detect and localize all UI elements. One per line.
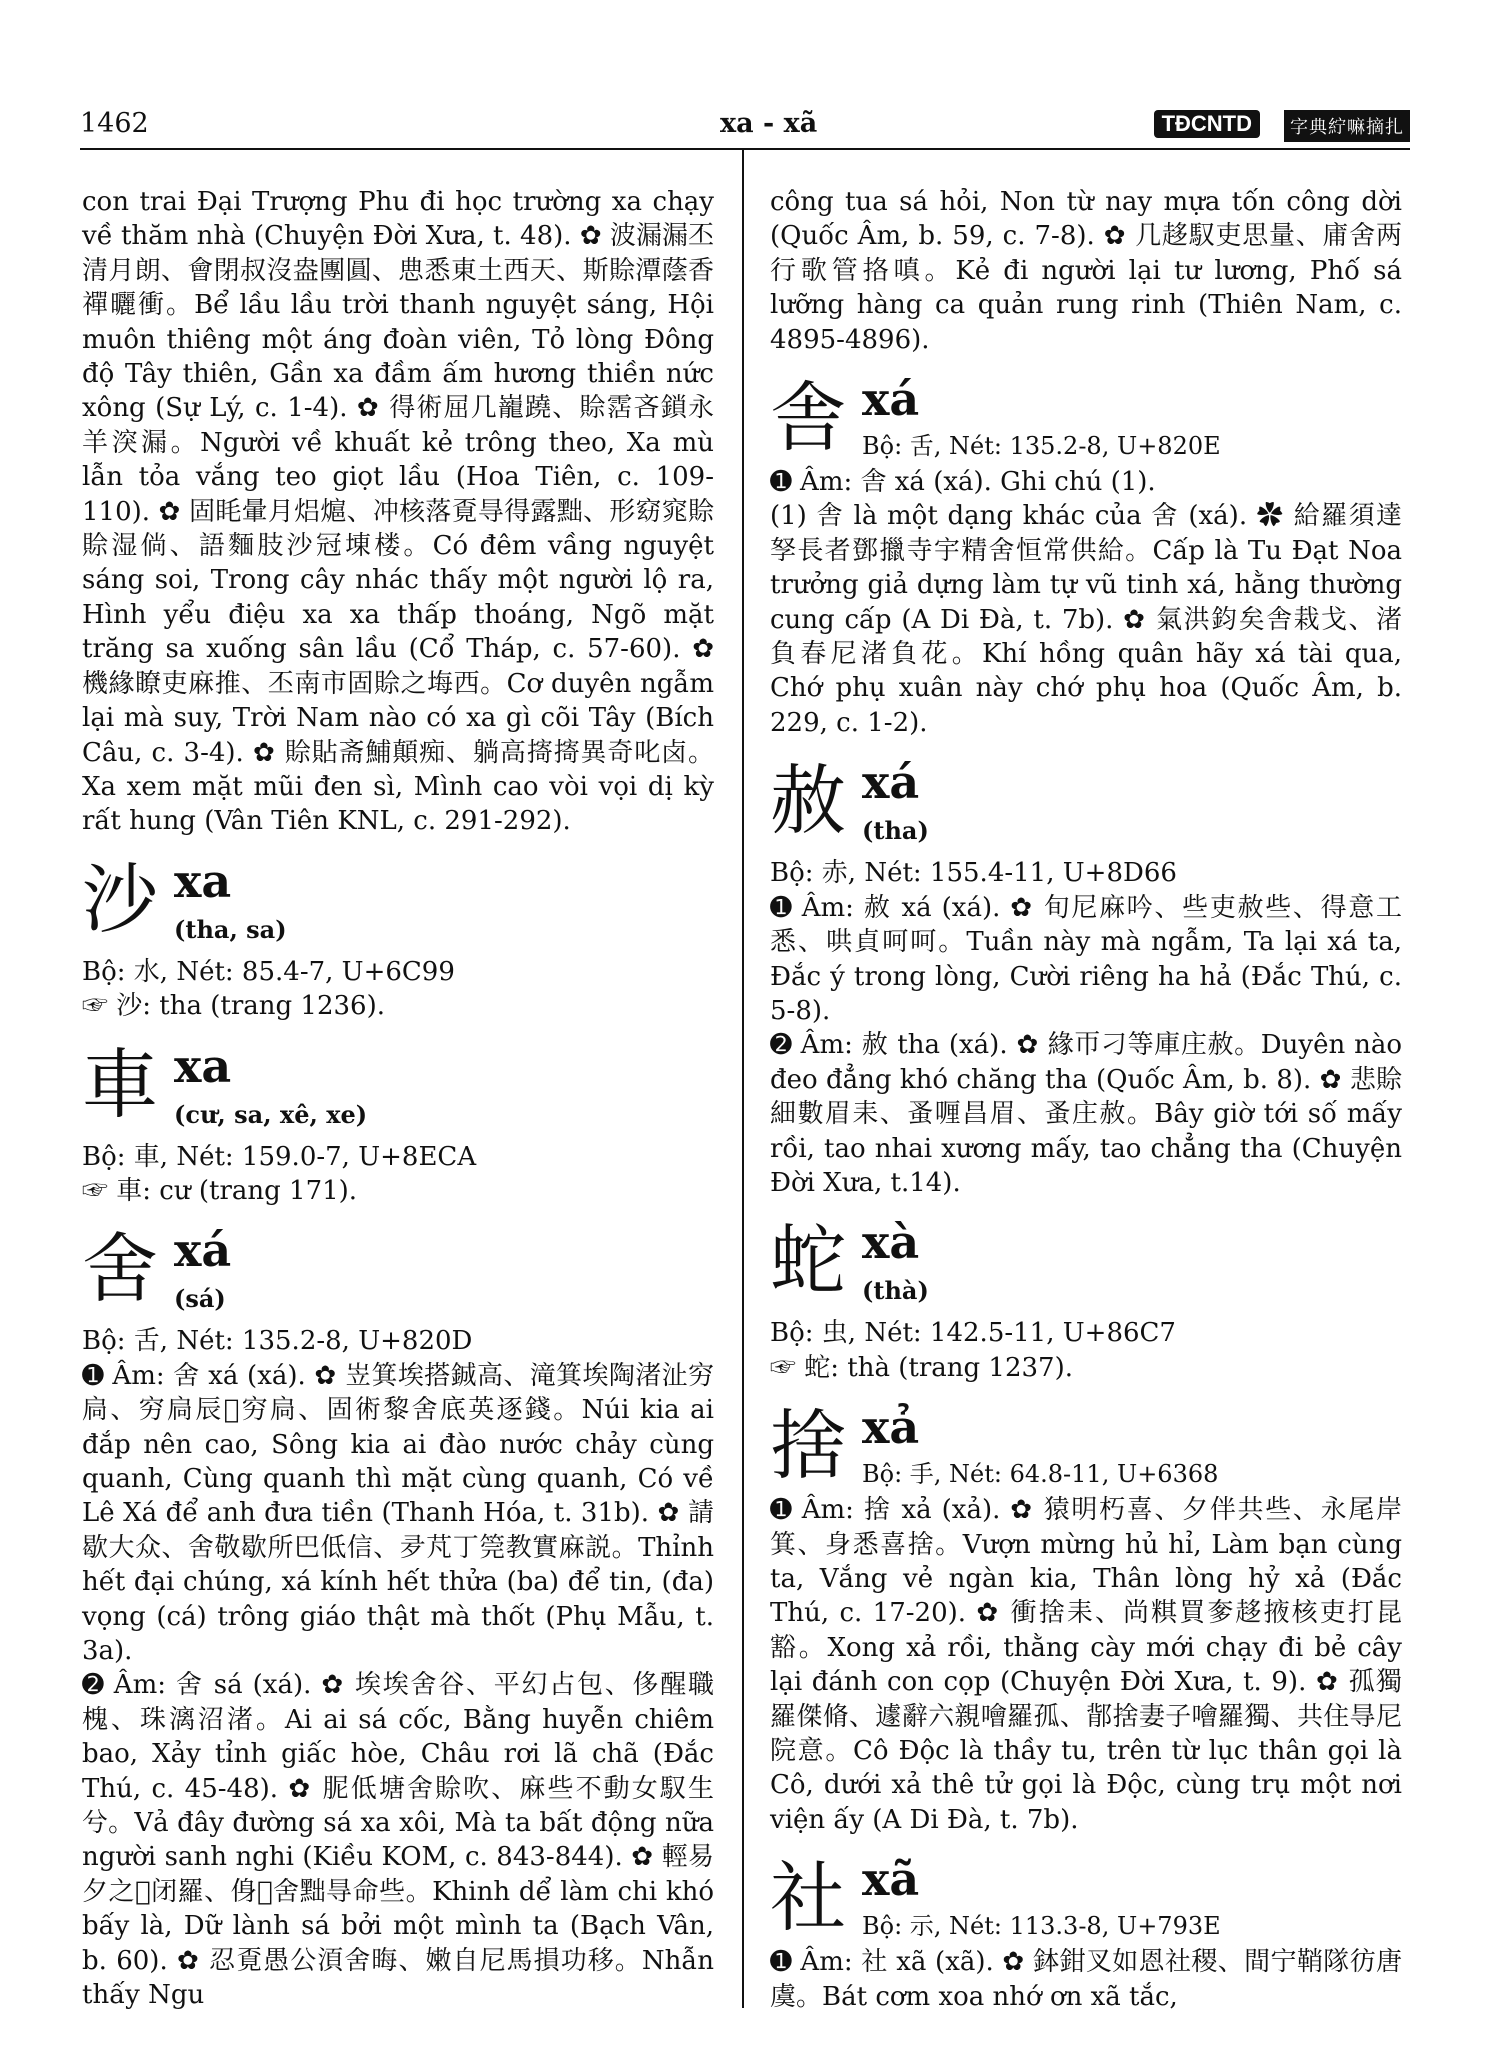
entry-xa-8D66: [770, 756, 1402, 1200]
entry-heading: [770, 1853, 1402, 1945]
left-column: [82, 185, 714, 2012]
entry-hanzi: 赦: [770, 756, 846, 846]
entry-meta: Bộ: 赤, Nét: 155.4-11, U+8D66: [770, 858, 1177, 889]
sense-1: ➊ Âm: 舎 xá (xá). Ghi chú (1).: [770, 467, 1156, 498]
entry-meta: Bộ: 虫, Nét: 142.5-11, U+86C7: [770, 1318, 1176, 1349]
entry-ref: ☞ 車: cư (trang 171).: [82, 1175, 358, 1206]
entry-heading: [770, 1216, 1402, 1316]
entry-meta: Bộ: 手, Nét: 64.8-11, U+6368: [862, 1460, 1219, 1489]
entry-ref: ☞ 蛇: thà (trang 1237).: [770, 1352, 1073, 1383]
entry-readings: (sá): [174, 1284, 226, 1314]
continued-paragraph: công tua sá hỏi, Non từ nay mựa tốn công dời (Quốc Âm, b. 59, c. 7-8). ✿ 几趍馭吏思量、庯舍两行歌管挌嗔。Kẻ đi người lại tư lương, Phố sá lưỡng hàng ca quản rung rinh (Thiên Nam, c. 4895-4896).: [770, 187, 1402, 355]
sense-1: ➊ Âm: 捨 xả (xả). ✿ 猿明朽喜、夕伴共些、永尾岸箕、身悉喜捨。Vượn mừng hủ hỉ, Làm bạn cùng ta, Vắng vẻ ngàn kia, Thân lòng hỷ xả (Đắc Thú, c. 17-20). ✿ 衝捨耒、尚粸買奓趍掖核吏打昆豁。Xong xả rồi, thằng cày mới chạy đi bẻ cây lại đánh con cọp (Chuyện Đời Xưa, t. 9). ✿ 孤獨羅傑脩、遽辭六親噲羅孤、鄁捨妻子噲羅獨、共住㝵尼院意。Cô Độc là thầy tu, trên từ lục thân gọi là Cô, dưới xả thê tử gọi là Độc, cùng trụ một nơi viện ấy (A Di Đà, t. 7b).: [770, 1495, 1402, 1835]
entry-headword: xá: [174, 1223, 232, 1278]
entry-xa-793E: [770, 1853, 1402, 2014]
sense-1: ➊ Âm: 赦 xá (xá). ✿ 旬尼麻吟、些吏赦些、得意工悉、哄貞呵呵。Tuần này mà ngẫm, Ta lại xá ta, Đắc ý trong lòng, Cười riêng ha hả (Đắc Thú, c. 5-8).: [770, 892, 1402, 1026]
entry-xe-xa: [82, 1040, 714, 1209]
entry-hanzi: 沙: [82, 854, 158, 944]
entry-xa-820E: [770, 373, 1402, 740]
entry-headword: xà: [862, 1215, 920, 1270]
entry-heading: [82, 1040, 714, 1140]
entry-xa-6368: [770, 1401, 1402, 1837]
entry-heading: [770, 756, 1402, 856]
entry-meta: Bộ: 水, Nét: 85.4-7, U+6C99: [82, 956, 455, 987]
continued-paragraph: con trai Đại Trượng Phu đi học trường xa chạy về thăm nhà (Chuyện Đời Xưa, t. 48). ✿ 波漏漏丕清月朗、會閉叔沒盎團圓、㤟悉東土西天、斯賒潭蔭香禪曬衝。Bể lầu lầu trời thanh nguyệt sáng, Hội muôn thiêng một áng đoàn viên, Tỏ lòng Đông độ Tây thiên, Gần xa đầm ấm hương thiền nức xông (Sự Lý, c. 1-4). ✿ 得術屈几巃蹺、賒霑吝鎖永羊湥漏。Người về khuất kẻ trông theo, Xa mù lẫn tỏa vắng teo giọt lầu (Hoa Tiên, c. 109-110). ✿ 固眊暈月焒熩、冲核落覔㝵得露黜、形窈窕賒賒湿倘、語麵肢沙冠埬楼。Có đêm vầng nguyệt sáng soi, Trong cây nhác thấy một người lộ ra, Hình yểu điệu xa xa thấp thoáng, Ngõ mặt trăng sa xuống sân lầu (Cổ Tháp, c. 57-60). ✿ 機緣瞭吏麻推、丕南市固賒之㙁西。Cơ duyên ngẫm lại mà suy, Trời Nam nào có xa gì cõi Tây (Bích Câu, c. 3-4). ✿ 賒貼斋鯆顛痴、躺高㨳㨳異奇叱卤。Xa xem mặt mũi đen sì, Mình cao vòi vọi dị kỳ rất hung (Vân Tiên KNL, c. 291-292).: [82, 187, 714, 837]
entry-ref: ☞ 沙: tha (trang 1236).: [82, 991, 385, 1022]
entry-headword: xá: [862, 755, 920, 810]
entry-meta: Bộ: 車, Nét: 159.0-7, U+8ECA: [82, 1141, 477, 1172]
page-number: 1462: [80, 108, 149, 139]
entry-readings: (tha): [862, 816, 929, 846]
running-title: xa - xã: [720, 108, 818, 139]
entry-xa-86C7: [770, 1216, 1402, 1385]
entry-hanzi: 車: [82, 1039, 158, 1129]
entry-readings: (cư, sa, xê, xe): [174, 1099, 368, 1129]
publisher-seal: 字典紵嘛摘扎: [1284, 110, 1410, 142]
right-column: [770, 185, 1402, 2014]
publisher-logo: TĐCNTD: [1154, 110, 1260, 138]
entry-heading: [770, 1401, 1402, 1493]
entry-headword: xả: [862, 1400, 920, 1455]
entry-heading: [82, 855, 714, 955]
entry-heading: [82, 1224, 714, 1324]
header-rule: [80, 148, 1410, 150]
entry-hanzi: 蛇: [770, 1216, 846, 1306]
entry-sa-xa: [82, 855, 714, 1024]
entry-hanzi: 舍: [82, 1224, 158, 1314]
entry-hanzi: 舎: [770, 373, 846, 463]
column-divider: [742, 148, 744, 2008]
sense-2: ➋ Âm: 舍 sá (xá). ✿ 埃埃舍谷、平幻占包、侈醒職槐、珠漓沼渚。Ai ai sá cốc, Bằng huyễn chiêm bao, Xảy tỉnh giấc hòe, Châu rơi lã chã (Đắc Thú, c. 45-48). ✿ 胒低塘舍賒吹、麻些不動女馭生兮。Vả đây đường sá xa xôi, Mà ta bất động nữa người sanh nghi (Kiều KOM, c. 843-844). ✿ 輕易夕之𩀳闭羅、㑗𦀨舍黜㝵命些。Khinh dể làm chi khó bấy là, Dữ lành sá bởi một mình ta (Bạch Vân, b. 60). ✿ 忍覔愚公湏舍晦、嫩自尼馬損功移。Nhẫn thấy Ngu: [82, 1670, 714, 2011]
sense-1: ➊ Âm: 社 xã (xã). ✿ 鉢鉗叉如恩社稷、間宁鞘隊彷唐虞。Bát cơm xoa nhớ ơn xã tắc,: [770, 1947, 1402, 2012]
entry-meta: Bộ: 舌, Nét: 135.2-8, U+820D: [82, 1326, 473, 1357]
entry-headword: xã: [862, 1852, 920, 1907]
entry-hanzi: 捨: [770, 1401, 846, 1491]
entry-meta: Bộ: 舌, Nét: 135.2-8, U+820E: [862, 432, 1221, 461]
entry-headword: xa: [174, 853, 232, 908]
entry-heading: [770, 373, 1402, 465]
entry-headword: xá: [862, 372, 920, 427]
entry-hanzi: 社: [770, 1853, 846, 1943]
sense-2: ➋ Âm: 赦 tha (xá). ✿ 緣帀刁等庫庄赦。Duyên nào đeo đẳng khó chăng tha (Quốc Âm, b. 8). ✿ 悲賒細數眉耒、蚤喱昌眉、蚤庄赦。Bây giờ tới số mấy rồi, tao nhai xương mấy, tao chẳng tha (Chuyện Đời Xưa, t.14).: [770, 1030, 1402, 1198]
entry-readings: (tha, sa): [174, 914, 287, 944]
entry-readings: (thà): [862, 1276, 929, 1306]
entry-headword: xa: [174, 1038, 232, 1093]
sense-1: ➊ Âm: 舍 xá (xá). ✿ 岦箕埃搭鋮高、滝箕埃陶渚沚穷扃、穷扃辰𤃠穷扃、固術黎舍底英逐錢。Núi kia ai đắp nên cao, Sông kia ai đào nước chảy cùng quanh, Cùng quanh thì mặt cùng quanh, Có về Lê Xá để anh đưa tiền (Thanh Hóa, t. 31b). ✿ 請歇大众、舍敬歇所巴低信、夛芃丁筦教實麻説。Thỉnh hết đại chúng, xá kính hết thửa (ba) để tin, (đa) vọng (cá) trông giáo thật mà thốt (Phụ Mẫu, t. 3a).: [82, 1360, 714, 1666]
entry-meta: Bộ: 示, Nét: 113.3-8, U+793E: [862, 1912, 1221, 1941]
note-1: (1) 舎 là một dạng khác của 舍 (xá). ✿ 給羅須達孥長者鄧擸寺宇精舍恒常供給。Cấp là Tu Đạt Noa trưởng giả dựng làm tự vũ tinh xá, hằng thường cung cấp (A Di Đà, t. 7b). ✿ 氣洪鈞矣舎栽戈、渚負春尼渚負花。Khí hồng quân hãy xá tài qua, Chớ phụ xuân này chớ phụ hoa (Quốc Âm, b. 229, c. 1-2).: [770, 501, 1402, 738]
page-header: [80, 108, 1410, 148]
entry-xa-820D: [82, 1224, 714, 2012]
